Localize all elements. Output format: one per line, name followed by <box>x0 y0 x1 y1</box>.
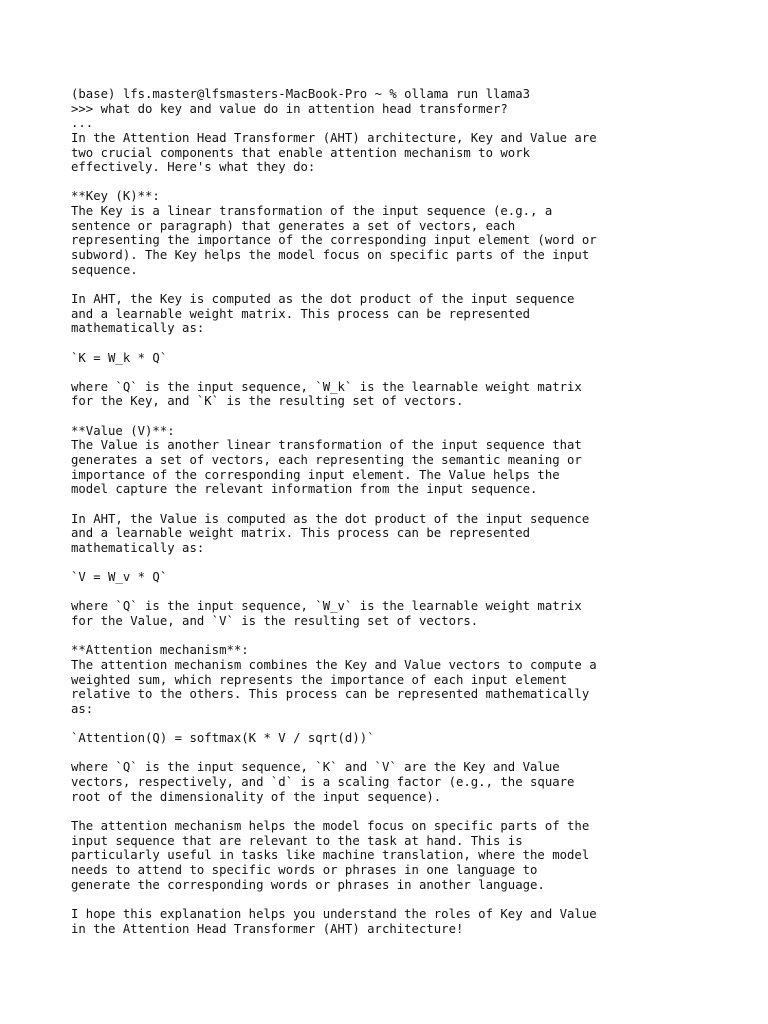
response-line: In AHT, the Value is computed as the dot product of the input sequence <box>71 511 590 526</box>
response-line: as: <box>71 701 94 716</box>
blank-line <box>71 892 751 907</box>
response-line: I hope this explanation helps you understand the roles of Key and Value <box>71 906 597 921</box>
response-line: mathematically as: <box>71 540 205 555</box>
response-line: in the Attention Head Transformer (AHT) architecture! <box>71 921 464 936</box>
response-line: where `Q` is the input sequence, `W_v` is the learnable weight matrix <box>71 599 582 614</box>
continuation-line: ... <box>71 116 94 131</box>
terminal-output[interactable] <box>71 87 751 936</box>
response-line: In the Attention Head Transformer (AHT) architecture, Key and Value are <box>71 130 597 145</box>
response-line: In AHT, the Key is computed as the dot product of the input sequence <box>71 291 575 306</box>
response-line: generates a set of vectors, each representing the semantic meaning or <box>71 453 582 468</box>
response-line: The Key is a linear transformation of the input sequence (e.g., a <box>71 204 553 219</box>
blank-line <box>71 717 751 732</box>
response-line: for the Key, and `K` is the resulting set of vectors. <box>71 394 464 409</box>
response-line: subword). The Key helps the model focus on specific parts of the input <box>71 248 590 263</box>
response-line: relative to the others. This process can be represented mathematically <box>71 687 590 702</box>
blank-line <box>71 365 751 380</box>
blank-line <box>71 336 751 351</box>
blank-line <box>71 497 751 512</box>
blank-line <box>71 175 751 190</box>
response-line: mathematically as: <box>71 321 205 336</box>
blank-line <box>71 585 751 600</box>
response-line: where `Q` is the input sequence, `K` and `V` are the Key and Value <box>71 760 560 775</box>
response-line: vectors, respectively, and `d` is a scaling factor (e.g., the square <box>71 775 575 790</box>
response-line: particularly useful in tasks like machine translation, where the model <box>71 848 590 863</box>
response-line: model capture the relevant information from the input sequence. <box>71 482 538 497</box>
response-line: `Attention(Q) = softmax(K * V / sqrt(d))` <box>71 731 375 746</box>
response-line: `K = W_k * Q` <box>71 350 168 365</box>
response-line: effectively. Here's what they do: <box>71 160 316 175</box>
response-line: for the Value, and `V` is the resulting set of vectors. <box>71 614 479 629</box>
response-line: importance of the corresponding input element. The Value helps the <box>71 467 560 482</box>
response-line: The attention mechanism helps the model focus on specific parts of the <box>71 819 590 834</box>
response-line: weighted sum, which represents the importance of each input element <box>71 672 568 687</box>
model-response <box>71 131 751 936</box>
blank-line <box>71 409 751 424</box>
response-line: generate the corresponding words or phrases in another language. <box>71 877 545 892</box>
response-line: sequence. <box>71 262 138 277</box>
response-line: and a learnable weight matrix. This process can be represented <box>71 526 531 541</box>
response-line: and a learnable weight matrix. This process can be represented <box>71 306 531 321</box>
user-query-line: >>> what do key and value do in attention head transformer? <box>71 101 508 116</box>
response-line: The attention mechanism combines the Key and Value vectors to compute a <box>71 657 597 672</box>
blank-line <box>71 629 751 644</box>
blank-line <box>71 277 751 292</box>
response-line: The Value is another linear transformation of the input sequence that <box>71 438 582 453</box>
blank-line <box>71 746 751 761</box>
response-line: root of the dimensionality of the input sequence). <box>71 789 442 804</box>
response-line: sentence or paragraph) that generates a set of vectors, each <box>71 218 516 233</box>
response-line: needs to attend to specific words or phrases in one language to <box>71 862 538 877</box>
response-line: where `Q` is the input sequence, `W_k` is the learnable weight matrix <box>71 379 582 394</box>
response-line: **Value (V)**: <box>71 423 175 438</box>
response-line: representing the importance of the corresponding input element (word or <box>71 233 597 248</box>
response-line: input sequence that are relevant to the task at hand. This is <box>71 833 523 848</box>
blank-line <box>71 556 751 571</box>
response-line: **Key (K)**: <box>71 189 160 204</box>
shell-prompt-line: (base) lfs.master@lfsmasters-MacBook-Pro ~ % ollama run llama3 <box>71 87 531 101</box>
blank-line <box>71 804 751 819</box>
response-line: `V = W_v * Q` <box>71 570 168 585</box>
response-line: two crucial components that enable attention mechanism to work <box>71 145 531 160</box>
response-line: **Attention mechanism**: <box>71 643 249 658</box>
